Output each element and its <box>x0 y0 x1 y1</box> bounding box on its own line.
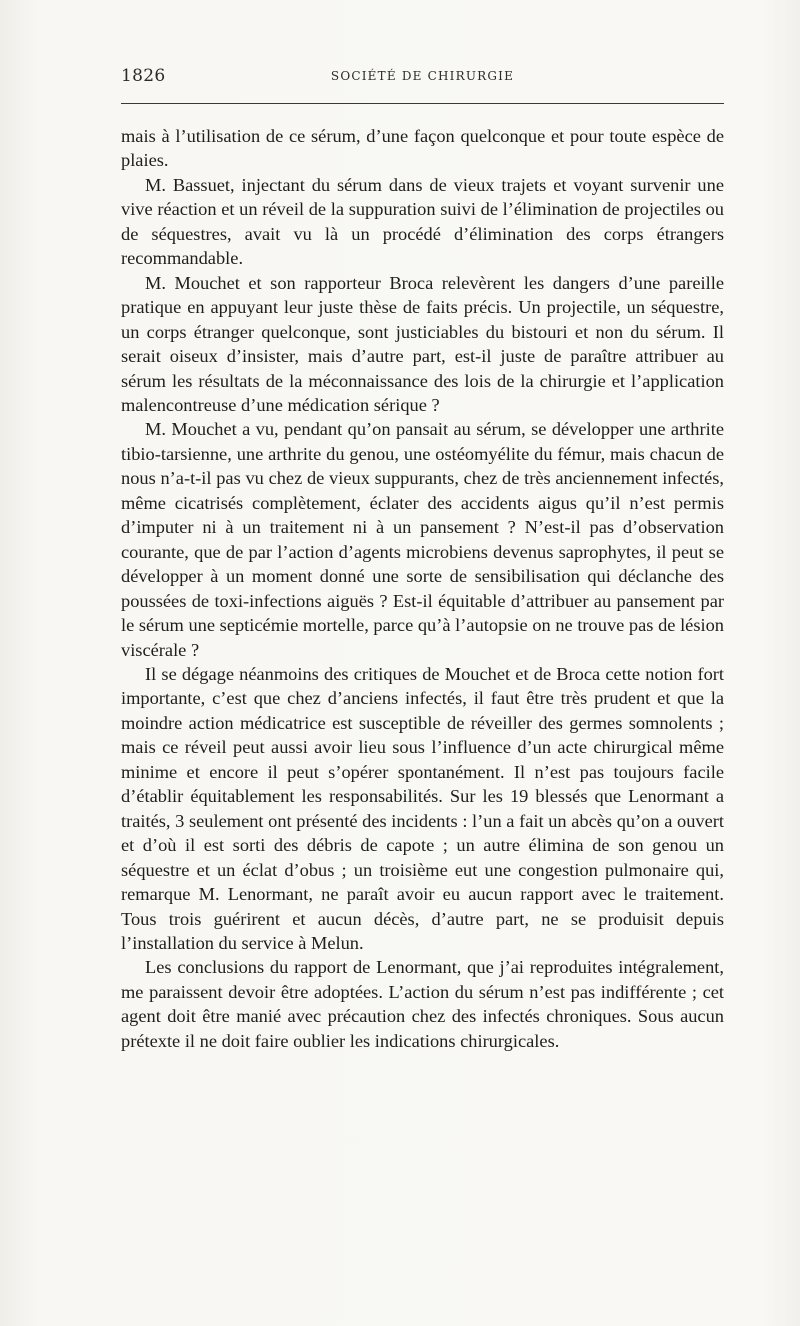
paragraph: M. Bassuet, injectant du sérum dans de vieux trajets et voyant survenir une vive réaction et un réveil de la suppuration suivi de l’élimination de projectiles ou de séquestres, avait vu là un procédé d’élimination des corps étrangers recommandable. <box>121 174 724 269</box>
body-text <box>121 124 724 1053</box>
paragraph: Les conclusions du rapport de Lenormant, que j’ai reproduites intégralement, me paraissent devoir être adoptées. L’action du sérum n’est pas indifférente ; cet agent doit être manié avec précaution chez des infectés chroniques. Sous aucun prétexte il ne doit faire oublier les indications chirurgicales. <box>121 957 724 1051</box>
paragraph: M. Mouchet et son rapporteur Broca relevèrent les dangers d’une pareille pratique en appuyant leur juste thèse de faits précis. Un projectile, un séquestre, un corps étranger quelconque, sont justiciables du bistouri et non du sérum. Il serait oiseux d’insister, mais d’autre part, est-il juste de paraître attribuer au sérum les résultats de la méconnaissance des lois de la chirurgie et l’application malencontreuse d’une médication sérique ? <box>121 272 724 415</box>
paragraph: M. Mouchet a vu, pendant qu’on pansait au sérum, se développer une arthrite tibio-tarsienne, une arthrite du genou, une ostéomyélite du fémur, mais chacun de nous n’a-t-il pas vu chez de vieux suppurants, chez de très anciennement infectés, même cicatrisés complètement, éclater des accidents aigus qu’il n’est permis d’imputer ni à un traitement ni à un pansement ? N’est-il pas d’observation courante, que de par l’action d’agents microbiens devenus saprophytes, il peut se développer à un moment donné une sorte de sensibilisation qui déclanche des poussées de toxi-infections aiguës ? Est-il équitable d’attribuer au pansement par le sérum une septicémie mortelle, parce qu’à l’autopsie on ne trouve pas de lésion viscérale ? <box>121 419 724 660</box>
page-number: 1826 <box>121 66 166 86</box>
header-rule <box>121 103 724 104</box>
page-header <box>121 66 724 90</box>
paragraph: mais à l’utilisation de ce sérum, d’une façon quelconque et pour toute espèce de plaies. <box>121 126 724 171</box>
running-title: SOCIÉTÉ DE CHIRURGIE <box>330 69 515 83</box>
paragraph: Il se dégage néanmoins des critiques de Mouchet et de Broca cette notion fort importante, c’est que chez d’anciens infectés, il faut être très prudent et que la moindre action médicatrice est susceptible de réveiller des germes somnolents ; mais ce réveil peut aussi avoir lieu sous l’influence d’un acte chirurgical même minime et encore il peut s’opérer spontanément. Il n’est pas toujours facile d’établir équitablement les responsabilités. Sur les 19 blessés que Lenormant a traités, 3 seulement ont présenté des incidents : l’un a fait un abcès qu’on a ouvert et d’où il est sorti des débris de capote ; un autre élimina de son genou un séquestre et un éclat d’obus ; un troisième eut une congestion pulmonaire qui, remarque M. Lenormant, ne paraît avoir eu aucun rapport avec le traitement. Tous trois guérirent et aucun décès, d’autre part, ne se produisit depuis l’installation du service à Melun. <box>121 663 724 953</box>
